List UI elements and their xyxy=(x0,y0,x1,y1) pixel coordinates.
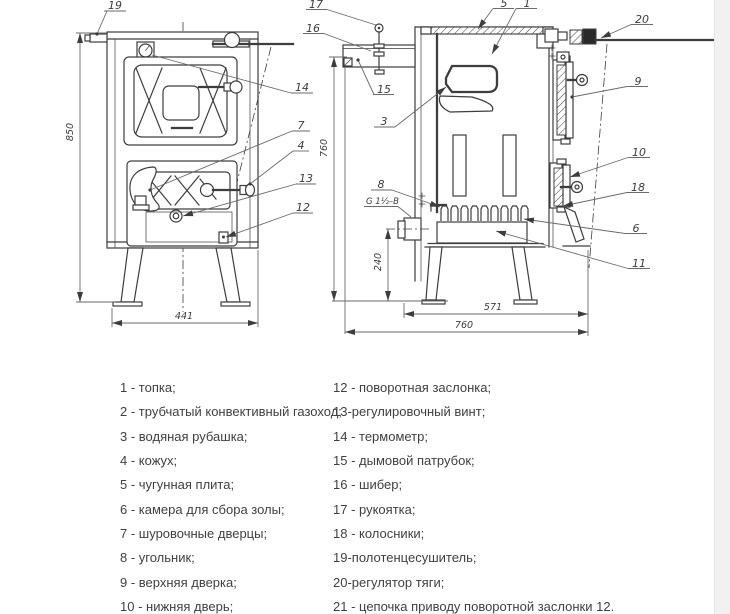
callout-18: 18 xyxy=(631,181,645,194)
legend-left-column xyxy=(120,376,342,614)
front-legs xyxy=(113,248,250,306)
legend-item-10: 10 - нижняя дверь; xyxy=(120,599,234,614)
dimension-depth-760 xyxy=(345,320,588,332)
towel-rail-bolt xyxy=(85,34,107,42)
callout-9: 9 xyxy=(634,75,642,88)
legend-item-5: 5 - чугунная плита; xyxy=(120,477,235,493)
damper-lever xyxy=(564,207,584,242)
legend-right-column xyxy=(333,376,614,614)
legend-item-4: 4 - кожух; xyxy=(120,453,178,469)
legend-item-15: 15 - дымовой патрубок; xyxy=(333,453,475,469)
dimension-side-height-760 xyxy=(319,57,347,334)
legend-item-17: 17 - рукоятка; xyxy=(333,501,416,517)
page-edge-strip xyxy=(714,0,730,614)
upper-side-door xyxy=(553,56,588,144)
legend-item-18: 18 - колосники; xyxy=(333,526,425,542)
water-jacket-contour xyxy=(437,34,497,212)
legend-item-8: 8 - угольник; xyxy=(120,550,195,566)
legend-item-21: 21 - цепочка приводу поворотной заслонки 12. xyxy=(333,599,615,614)
grate-teeth xyxy=(419,193,528,221)
legend-item-2: 2 - трубчатый конвективный газоход; xyxy=(120,404,342,420)
callout-15: 15 xyxy=(377,83,391,96)
callout-20: 20 xyxy=(635,13,649,26)
front-view-drawing xyxy=(65,0,316,327)
thread-label: G 1½–B xyxy=(366,197,400,207)
callout-14: 14 xyxy=(295,81,309,94)
side-view-drawing xyxy=(303,0,713,336)
legend-item-16: 16 - шибер; xyxy=(333,477,403,493)
callout-5: 5 xyxy=(500,0,508,10)
legend-item-3: 3 - водяная рубашка; xyxy=(120,428,248,444)
callout-3: 3 xyxy=(380,115,388,128)
callout-8: 8 xyxy=(377,178,385,191)
legend-item-13: 13-регулировочный винт; xyxy=(333,404,486,420)
legend-item-14: 14 - термометр; xyxy=(333,428,428,444)
callout-11: 11 xyxy=(632,257,646,270)
cast-plate-hatched xyxy=(421,27,553,34)
ash-chamber xyxy=(425,222,545,247)
callout-6: 6 xyxy=(632,222,640,235)
callout-12: 12 xyxy=(296,201,310,214)
callout-10: 10 xyxy=(632,146,646,159)
callout-4: 4 xyxy=(297,139,305,152)
dim-441-label: 441 xyxy=(174,311,194,322)
callout-7: 7 xyxy=(297,119,305,132)
dimension-ash-240 xyxy=(373,229,388,301)
dim-240-label: 240 xyxy=(373,252,384,272)
legend-item-12: 12 - поворотная заслонка; xyxy=(333,380,492,395)
callout-1: 1 xyxy=(523,0,531,10)
water-port-stub xyxy=(386,218,430,240)
callout-16: 16 xyxy=(306,22,320,35)
legend-item-1: 1 - топка; xyxy=(120,380,176,395)
dim-760v-label: 760 xyxy=(319,138,330,158)
dim-571-label: 571 xyxy=(483,302,503,313)
legend-item-7: 7 - шуровочные дверцы; xyxy=(120,526,268,542)
side-legs xyxy=(332,247,537,304)
callout-13: 13 xyxy=(299,172,313,185)
callout-17: 17 xyxy=(309,0,323,11)
dim-760h-label: 760 xyxy=(454,320,474,331)
callout-19: 19 xyxy=(108,0,122,12)
legend-item-20: 20-регулятор тяги; xyxy=(333,574,445,590)
convective-tubes xyxy=(453,135,516,196)
cast-iron-cook-plate xyxy=(124,57,242,145)
legend-item-9: 9 - верхняя дверка; xyxy=(120,574,237,590)
damper-chain-line-side xyxy=(589,44,607,268)
legend-item-19: 19-полотенцесушитель; xyxy=(333,550,477,566)
dim-850-label: 850 xyxy=(65,122,76,142)
legend-item-6: 6 - камера для сбора золы; xyxy=(120,501,285,517)
